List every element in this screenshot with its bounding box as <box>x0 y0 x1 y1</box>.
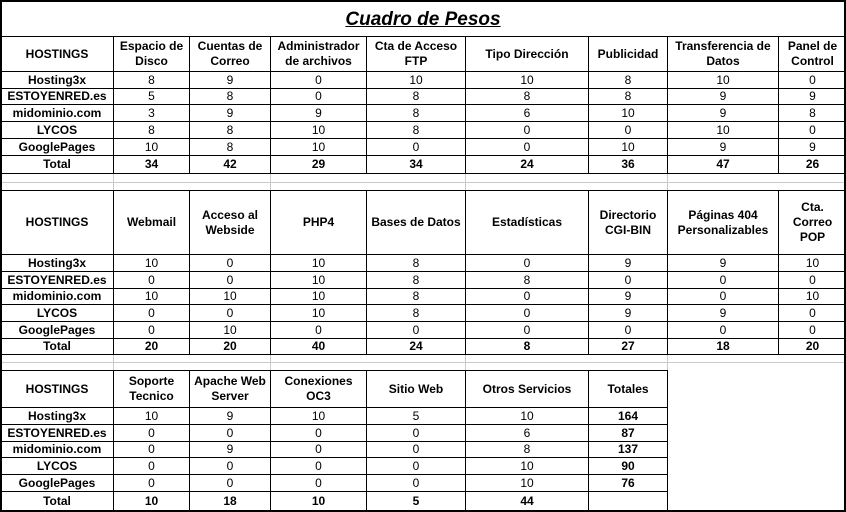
score-cell: 8 <box>523 442 531 456</box>
table-3-column-line <box>667 370 668 510</box>
score-cell: 90 <box>621 458 635 473</box>
score-cell: 10 <box>520 408 534 423</box>
score-cell: 0 <box>412 425 420 440</box>
total-cell: 24 <box>409 339 423 353</box>
score-cell: 0 <box>809 272 816 287</box>
score-cell: 0 <box>315 475 322 490</box>
score-cell: 9 <box>719 89 727 103</box>
score-cell: 10 <box>223 289 237 303</box>
score-cell: 0 <box>226 425 234 440</box>
table-2-header-cell: Acceso al Webside <box>201 207 259 237</box>
score-cell: 87 <box>621 425 635 440</box>
score-cell: 9 <box>226 442 234 456</box>
table-1-header-cell: Espacio de Disco <box>119 39 184 68</box>
score-cell: 0 <box>412 442 420 456</box>
table-1-header-cell: Panel de Control <box>787 39 838 68</box>
score-cell: 8 <box>148 72 155 87</box>
table-3-header-cell: Otros Servicios <box>482 381 572 396</box>
score-cell: 137 <box>617 442 639 456</box>
total-cell: 10 <box>311 493 326 508</box>
score-cell: 10 <box>621 139 635 154</box>
score-cell: 0 <box>315 442 322 456</box>
score-cell: 10 <box>520 72 534 87</box>
total-cell: 34 <box>144 157 159 171</box>
hosting-name-cell: ESTOYENRED.es <box>7 89 107 103</box>
total-cell: 26 <box>805 157 820 171</box>
table-2-header-cell: Bases de Datos <box>371 215 461 229</box>
score-cell: 9 <box>809 89 816 103</box>
score-cell: 10 <box>311 289 326 303</box>
spacer-gridline <box>270 354 271 370</box>
score-cell: 0 <box>226 305 234 320</box>
total-label: Total <box>43 339 71 353</box>
score-cell: 76 <box>621 475 635 490</box>
score-cell: 8 <box>412 289 420 303</box>
score-cell: 8 <box>412 122 420 137</box>
score-cell: 0 <box>719 289 727 303</box>
score-cell: 10 <box>520 475 534 490</box>
score-cell: 0 <box>624 322 632 337</box>
score-cell: 10 <box>311 139 326 154</box>
spacer-gridline <box>2 182 844 183</box>
score-cell: 8 <box>624 89 632 103</box>
score-cell: 9 <box>719 255 727 270</box>
score-cell: 0 <box>226 255 234 270</box>
spacer-gridline <box>667 173 668 190</box>
total-cell: 20 <box>223 339 237 353</box>
score-cell: 10 <box>716 122 730 137</box>
table-3-row-line <box>0 510 667 511</box>
score-cell: 0 <box>148 442 155 456</box>
table-2-row-line <box>0 354 846 355</box>
table-2-header-cell: HOSTINGS <box>25 215 89 229</box>
table-1-header-cell: Publicidad <box>597 46 659 61</box>
score-cell: 8 <box>226 89 234 103</box>
score-cell: 0 <box>315 89 322 103</box>
score-cell: 0 <box>523 289 531 303</box>
total-cell: 10 <box>144 493 159 508</box>
hosting-name-cell: ESTOYENRED.es <box>7 425 107 440</box>
score-cell: 10 <box>805 255 820 270</box>
score-cell: 0 <box>523 305 531 320</box>
total-cell <box>589 492 667 510</box>
spacer-gridline <box>465 354 466 370</box>
total-cell: 42 <box>223 157 237 171</box>
score-cell: 0 <box>412 322 420 337</box>
score-cell: 0 <box>148 458 155 473</box>
hosting-name-cell: ESTOYENRED.es <box>7 272 107 287</box>
hosting-name-cell: Hosting3x <box>27 408 86 423</box>
table-1-header-cell: Transferencia de Datos <box>675 39 771 68</box>
score-cell: 8 <box>226 122 234 137</box>
table-2-header-cell: Páginas 404 Personalizables <box>677 207 769 237</box>
table-1-header-cell: Cta de Acceso FTP <box>374 39 458 68</box>
total-cell: 18 <box>716 339 730 353</box>
hosting-name-cell: LYCOS <box>36 122 78 137</box>
score-cell: 8 <box>412 255 420 270</box>
score-cell: 8 <box>809 105 816 120</box>
score-cell: 9 <box>226 105 234 120</box>
total-cell: 20 <box>805 339 820 353</box>
score-cell: 10 <box>144 255 159 270</box>
score-cell: 0 <box>719 272 727 287</box>
score-cell: 9 <box>624 289 632 303</box>
hosting-name-cell: GooglePages <box>18 139 96 154</box>
score-cell: 0 <box>226 475 234 490</box>
total-cell: 47 <box>716 157 730 171</box>
score-cell: 0 <box>315 322 322 337</box>
table-2-header-cell: PHP4 <box>302 215 335 229</box>
spacer-gridline <box>113 173 114 190</box>
score-cell: 10 <box>311 305 326 320</box>
score-cell: 10 <box>716 72 730 87</box>
score-cell: 0 <box>148 425 155 440</box>
score-cell: 9 <box>719 105 727 120</box>
total-cell: 8 <box>523 339 531 353</box>
spacer-gridline <box>270 173 271 190</box>
score-cell: 5 <box>148 89 155 103</box>
total-cell: 40 <box>311 339 326 353</box>
table-3-header-cell: Soporte Tecnico <box>128 374 175 403</box>
total-cell: 18 <box>223 493 237 508</box>
score-cell: 8 <box>412 305 420 320</box>
score-cell: 10 <box>311 408 326 423</box>
score-cell: 0 <box>412 139 420 154</box>
score-cell: 0 <box>315 72 322 87</box>
score-cell: 10 <box>621 105 635 120</box>
hosting-name-cell: midominio.com <box>12 442 102 456</box>
total-cell: 44 <box>520 493 534 508</box>
score-cell: 5 <box>412 408 420 423</box>
total-label: Total <box>43 157 71 171</box>
score-cell: 0 <box>226 458 234 473</box>
total-cell: 34 <box>409 157 423 171</box>
table-2-header-cell: Directorio CGI-BIN <box>599 207 657 237</box>
total-cell: 5 <box>412 493 420 508</box>
spacer-gridline <box>2 362 844 363</box>
table-3-header-cell: Apache Web Server <box>194 374 266 403</box>
table-3-header-cell: HOSTINGS <box>25 381 89 396</box>
hosting-name-cell: Hosting3x <box>27 255 86 270</box>
score-cell: 8 <box>523 272 531 287</box>
score-cell: 9 <box>226 72 234 87</box>
score-cell: 6 <box>523 105 531 120</box>
score-cell: 0 <box>523 122 531 137</box>
score-cell: 10 <box>144 139 159 154</box>
score-cell: 0 <box>719 322 727 337</box>
score-cell: 0 <box>315 458 322 473</box>
score-cell: 6 <box>523 425 531 440</box>
score-cell: 0 <box>226 272 234 287</box>
table-1-header-cell: Cuentas de Correo <box>197 39 263 68</box>
score-cell: 0 <box>315 425 322 440</box>
score-cell: 0 <box>148 475 155 490</box>
spacer-gridline <box>667 354 668 370</box>
score-cell: 9 <box>315 105 322 120</box>
hosting-name-cell: midominio.com <box>12 105 102 120</box>
score-cell: 10 <box>311 272 326 287</box>
table-3-header-cell: Totales <box>607 381 649 396</box>
score-cell: 0 <box>148 322 155 337</box>
table-1-header-cell: Administrador de archivos <box>277 39 360 68</box>
table-2-header-cell: Webmail <box>126 215 177 229</box>
score-cell: 10 <box>144 289 159 303</box>
total-label: Total <box>43 493 71 508</box>
score-cell: 10 <box>520 458 534 473</box>
table-3-header-cell: Conexiones OC3 <box>284 374 353 403</box>
score-cell: 10 <box>311 255 326 270</box>
spacer-gridline <box>113 354 114 370</box>
score-cell: 0 <box>148 305 155 320</box>
table-1-header-cell: HOSTINGS <box>25 46 89 61</box>
score-cell: 0 <box>523 322 531 337</box>
score-cell: 9 <box>624 255 632 270</box>
table-1-row-line <box>0 173 846 174</box>
table-2-header-cell: Cta. Correo POP <box>792 200 833 244</box>
score-cell: 0 <box>523 255 531 270</box>
hosting-name-cell: GooglePages <box>18 322 96 337</box>
total-cell: 24 <box>520 157 534 171</box>
score-cell: 0 <box>624 272 632 287</box>
page-title: Cuadro de Pesos <box>345 8 501 30</box>
table-3-header-cell: Sitio Web <box>388 381 444 396</box>
hosting-name-cell: LYCOS <box>36 458 78 473</box>
score-cell: 0 <box>809 322 816 337</box>
score-cell: 10 <box>311 122 326 137</box>
score-cell: 9 <box>809 139 816 154</box>
score-cell: 0 <box>148 272 155 287</box>
score-cell: 0 <box>412 458 420 473</box>
score-cell: 10 <box>144 408 159 423</box>
hosting-name-cell: GooglePages <box>18 475 96 490</box>
score-cell: 10 <box>805 289 820 303</box>
score-cell: 8 <box>412 89 420 103</box>
spacer-gridline <box>465 173 466 190</box>
hosting-name-cell: midominio.com <box>12 289 102 303</box>
score-cell: 9 <box>719 139 727 154</box>
score-cell: 0 <box>624 122 632 137</box>
score-cell: 0 <box>809 72 816 87</box>
table-2-header-cell: Estadísticas <box>491 215 563 229</box>
score-cell: 0 <box>412 475 420 490</box>
score-cell: 0 <box>809 305 816 320</box>
score-cell: 3 <box>148 105 155 120</box>
score-cell: 8 <box>624 72 632 87</box>
total-cell: 36 <box>621 157 635 171</box>
sheet-top-border <box>0 0 846 2</box>
table-1-header-cell: Tipo Dirección <box>485 46 569 61</box>
total-cell: 29 <box>311 157 326 171</box>
score-cell: 9 <box>719 305 727 320</box>
score-cell: 164 <box>617 408 639 423</box>
score-cell: 8 <box>523 89 531 103</box>
score-cell: 8 <box>412 272 420 287</box>
score-cell: 0 <box>523 139 531 154</box>
score-cell: 10 <box>223 322 237 337</box>
score-cell: 0 <box>809 122 816 137</box>
score-cell: 10 <box>409 72 423 87</box>
hosting-name-cell: LYCOS <box>36 305 78 320</box>
score-cell: 8 <box>148 122 155 137</box>
score-cell: 9 <box>624 305 632 320</box>
score-cell: 8 <box>226 139 234 154</box>
total-cell: 20 <box>144 339 159 353</box>
score-cell: 8 <box>412 105 420 120</box>
score-cell: 9 <box>226 408 234 423</box>
hosting-name-cell: Hosting3x <box>27 72 86 87</box>
total-cell: 27 <box>621 339 635 353</box>
